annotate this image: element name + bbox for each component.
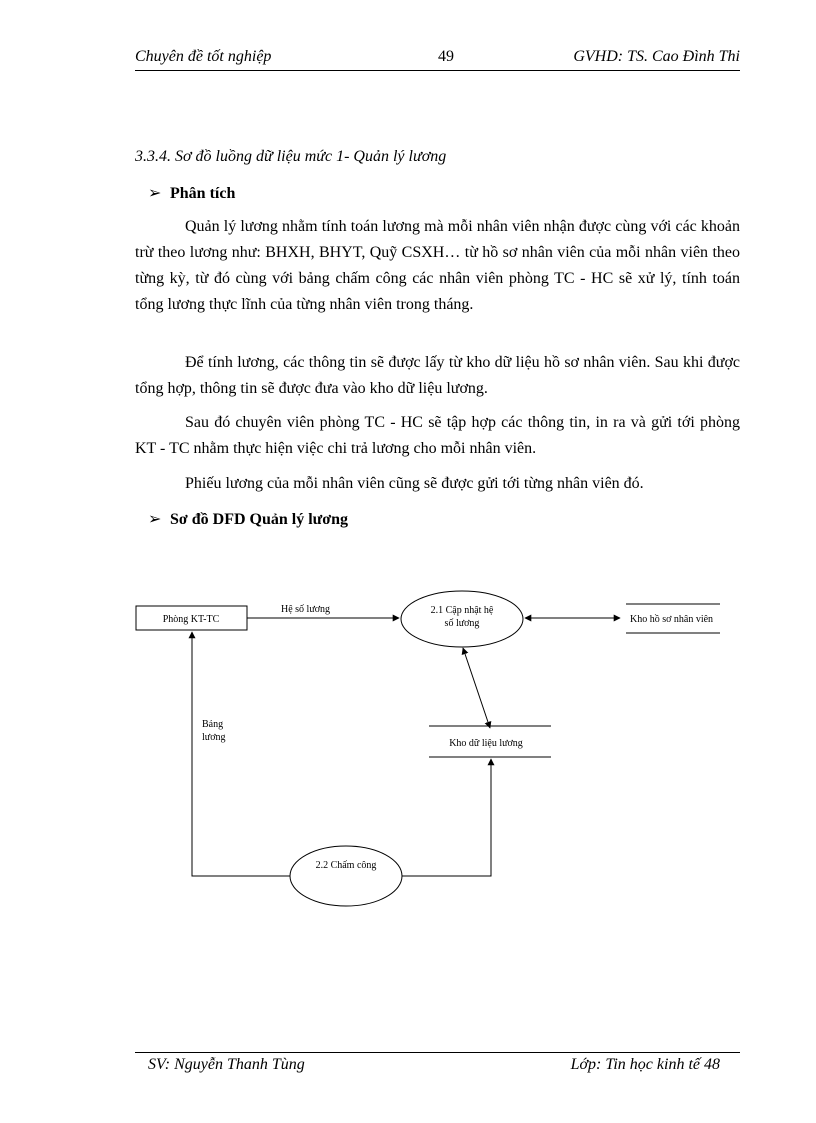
header-title: Chuyên đề tốt nghiệp — [135, 48, 272, 65]
flow-payroll-label-line1: Bảng — [202, 719, 224, 730]
flow-timesheet-arrow — [402, 759, 491, 876]
process-2-1-label-line2: số lương — [444, 618, 480, 629]
flow-coefficient-label: Hệ số lương — [281, 604, 331, 615]
footer-student: SV: Nguyễn Thanh Tùng — [148, 1056, 305, 1073]
header-supervisor: GVHD: TS. Cao Đình Thi — [573, 48, 740, 65]
analysis-heading-text: Phân tích — [170, 185, 236, 202]
page-number: 49 — [438, 48, 454, 65]
store-salary-label: Kho dữ liệu lương — [449, 738, 523, 749]
flow-payroll-label-line2: lương — [202, 732, 226, 743]
paragraph-2: Để tính lương, các thông tin sẽ được lấy từ kho dữ liệu hồ sơ nhân viên. Sau khi được tổng hợp, thông tin sẽ được đưa vào kho dữ liệu lương. — [135, 354, 740, 397]
process-2-2 — [290, 846, 402, 906]
paragraph-4: Phiếu lương của mỗi nhân viên cũng sẽ được gửi tới từng nhân viên đó. — [185, 475, 644, 492]
store-employee-label: Kho hồ sơ nhân viên — [630, 614, 714, 625]
footer-rule — [135, 1052, 740, 1053]
flow-payroll-arrow — [192, 632, 290, 876]
process-2-2-label: 2.2 Chấm công — [315, 860, 377, 871]
diagram-heading-text: Sơ đồ DFD Quản lý lương — [170, 511, 349, 528]
paragraph-3: Sau đó chuyên viên phòng TC - HC sẽ tập hợp các thông tin, in ra và gửi tới phòng KT - TC nhằm thực hiện việc chi trả lương cho mỗi nhân viên. — [135, 414, 740, 457]
process-2-1-label-line1: 2.1 Cập nhật hệ — [430, 605, 494, 616]
entity-label: Phòng KT-TC — [162, 614, 220, 625]
bullet-arrow-icon: ➢ — [148, 185, 162, 202]
paragraph-1: Quản lý lương nhằm tính toán lương mà mỗi nhân viên nhận được cùng với các khoản trừ theo lương như: BHXH, BHYT, Quỹ CSXH… từ hồ sơ nhân viên của mỗi nhân viên theo từng kỳ, từ đó cùng với bảng chấm công các nhân viên phòng TC - HC sẽ xử lý, tính toán tổng lương thực lĩnh của từng nhân viên trong tháng. — [135, 218, 740, 313]
flow-salary-store-arrow — [463, 648, 490, 728]
footer-class: Lớp: Tin học kinh tế 48 — [570, 1056, 720, 1073]
section-title: 3.3.4. Sơ đồ luồng dữ liệu mức 1- Quản lý lương — [135, 148, 447, 165]
bullet-arrow-icon: ➢ — [148, 511, 162, 528]
